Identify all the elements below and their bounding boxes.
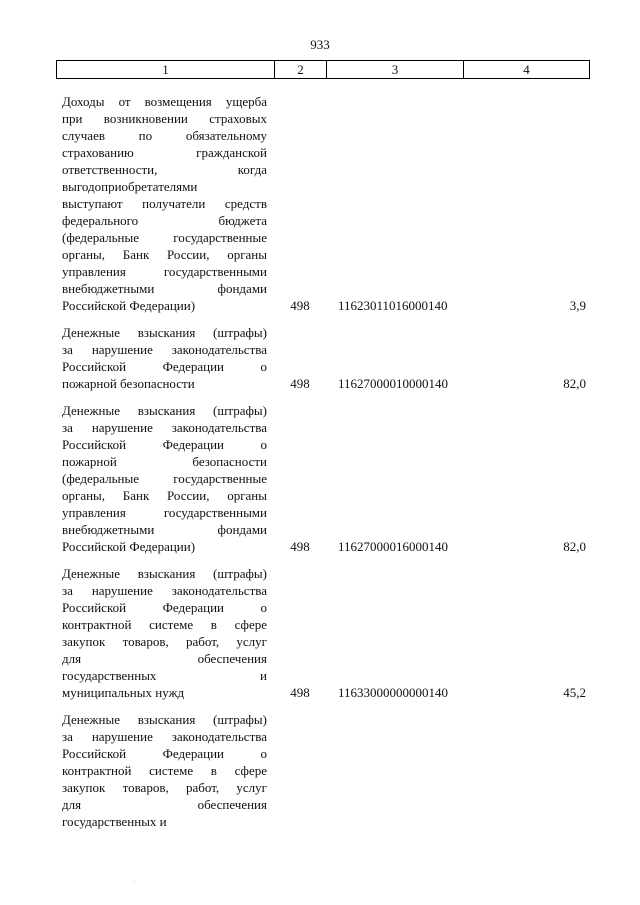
table-row — [0, 565, 640, 701]
budget-classification-code: 11623011016000140 — [338, 298, 448, 313]
description-line: закупок товаров, работ, услуг — [62, 780, 267, 795]
description-line: Российской Федерации о — [62, 746, 267, 761]
description-line: органы, Банк России, органы — [62, 247, 267, 262]
table-row — [0, 711, 640, 830]
column-header-2: 2 — [275, 61, 327, 79]
description-line: за нарушение законодательства — [62, 420, 267, 435]
description-line: Российской Федерации о — [62, 437, 267, 452]
column-header-4: 4 — [464, 61, 590, 79]
description-line: Денежные взыскания (штрафы) — [62, 712, 267, 727]
budget-classification-code: 11633000000000140 — [338, 685, 449, 700]
description-line: ответственности, когда — [62, 162, 267, 177]
description-line: Денежные взыскания (штрафы) — [62, 403, 267, 418]
admin-code: 498 — [290, 298, 310, 313]
row-description — [62, 324, 267, 392]
table-row — [0, 402, 640, 555]
description-line: Доходы от возмещения ущерба — [62, 94, 267, 109]
description-line: государственных и — [62, 668, 267, 683]
column-header-row — [57, 61, 590, 79]
description-line: Денежные взыскания (штрафы) — [62, 325, 267, 340]
description-line: (федеральные государственные — [62, 230, 267, 245]
description-line: муниципальных нужд — [62, 685, 185, 700]
description-line: контрактной системе в сфере — [62, 617, 267, 632]
budget-classification-code: 11627000010000140 — [338, 376, 449, 391]
description-line: федерального бюджета — [62, 213, 267, 228]
table-row — [0, 324, 640, 392]
table-row — [0, 93, 640, 314]
description-line: за нарушение законодательства — [62, 583, 267, 598]
description-line: за нарушение законодательства — [62, 729, 267, 744]
row-description — [62, 402, 267, 555]
description-line: управления государственными — [62, 264, 267, 279]
scan-speck: · — [133, 879, 135, 885]
description-line: управления государственными — [62, 505, 267, 520]
description-line: страхованию гражданской — [62, 145, 267, 160]
budget-classification-code: 11627000016000140 — [338, 539, 449, 554]
admin-code: 498 — [290, 539, 310, 554]
revenue-rows — [0, 93, 640, 840]
description-line: Российской Федерации о — [62, 600, 267, 615]
row-description — [62, 711, 267, 830]
description-line: выгодоприобретателями — [62, 179, 198, 194]
description-line: за нарушение законодательства — [62, 342, 267, 357]
description-line: Российской Федерации) — [62, 539, 196, 554]
admin-code: 498 — [290, 685, 310, 700]
description-line: внебюджетными фондами — [62, 281, 267, 296]
amount-value: 3,9 — [569, 298, 586, 313]
description-line: пожарной безопасности — [62, 454, 267, 469]
description-line: для обеспечения — [62, 797, 267, 812]
description-line: внебюджетными фондами — [62, 522, 267, 537]
column-header-1: 1 — [57, 61, 275, 79]
column-header-table — [56, 60, 590, 79]
description-line: закупок товаров, работ, услуг — [62, 634, 267, 649]
admin-code: 498 — [290, 376, 310, 391]
description-line: для обеспечения — [62, 651, 267, 666]
column-header-3: 3 — [327, 61, 464, 79]
description-line: Денежные взыскания (штрафы) — [62, 566, 267, 581]
description-line: выступают получатели средств — [62, 196, 267, 211]
row-description — [62, 93, 267, 314]
description-line: (федеральные государственные — [62, 471, 267, 486]
description-line: случаев по обязательному — [62, 128, 267, 143]
amount-value: 45,2 — [563, 685, 586, 700]
page-number: 933 — [310, 37, 330, 52]
amount-value: 82,0 — [563, 539, 586, 554]
description-line: органы, Банк России, органы — [62, 488, 267, 503]
amount-value: 82,0 — [563, 376, 586, 391]
description-line: государственных и — [62, 814, 167, 829]
description-line: Российской Федерации о — [62, 359, 267, 374]
description-line: Российской Федерации) — [62, 298, 196, 313]
description-line: контрактной системе в сфере — [62, 763, 267, 778]
row-description — [62, 565, 267, 701]
description-line: при возникновении страховых — [62, 111, 267, 126]
description-line: пожарной безопасности — [62, 376, 195, 391]
